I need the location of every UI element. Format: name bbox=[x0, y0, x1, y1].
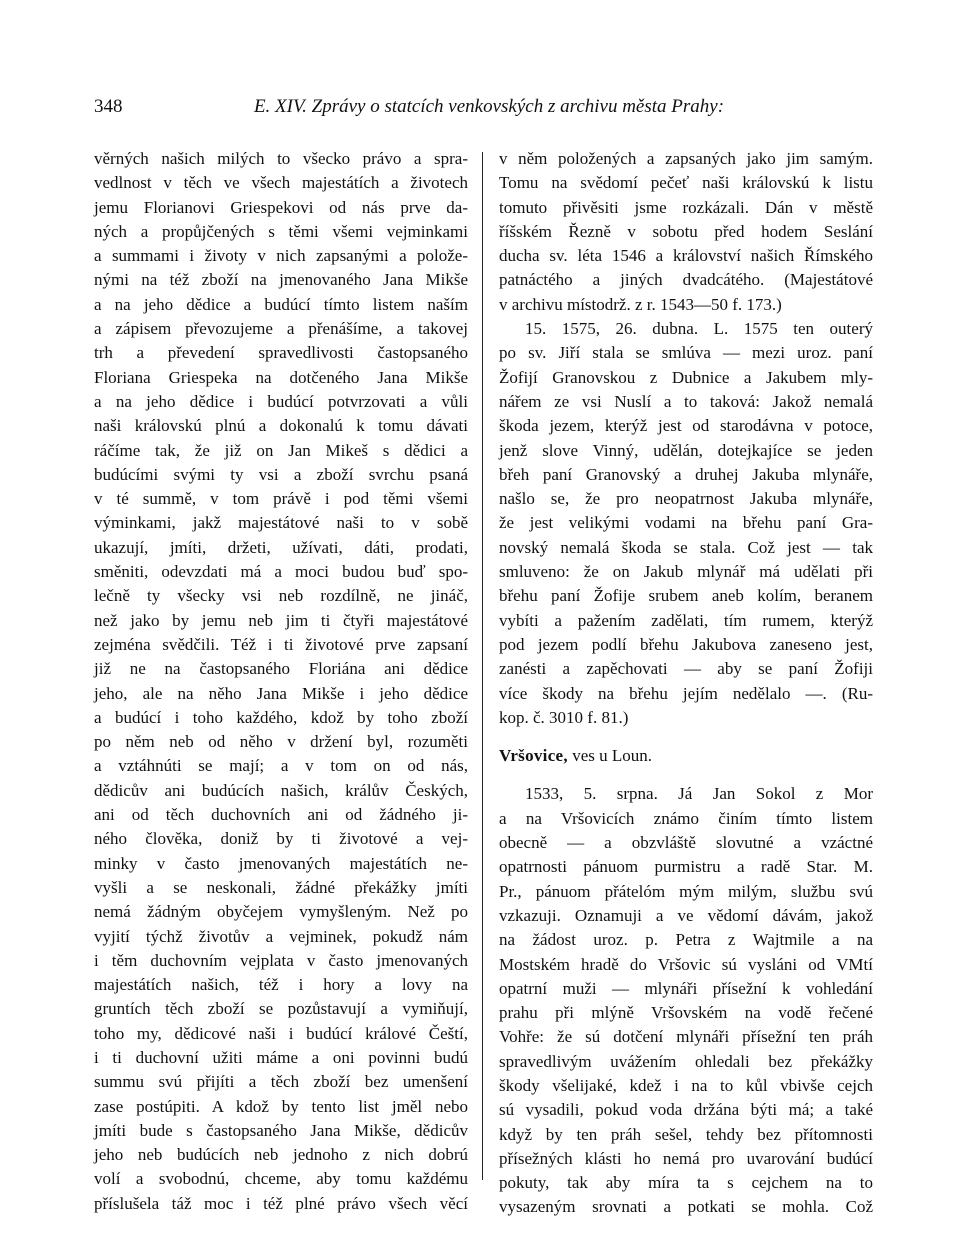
text-line: nými na též zboží na jmenovaného Jana Mikše bbox=[94, 270, 468, 290]
text-line: jmíti bude s častopsaného Jana Mikše, dědicův bbox=[94, 1120, 468, 1140]
text-line: naši královskú plnú a dokonalú k tomu dávati bbox=[94, 416, 468, 436]
text-line: toho my, dědicové naši i budúcí králové Čeští, bbox=[94, 1023, 468, 1043]
text-line: jemu Florianovi Griespekovi od nás prve da- bbox=[94, 197, 468, 217]
text-line: budúcími svými ty vsi a zboží svrchu psaná bbox=[94, 464, 468, 484]
text-line: trh a převedení spravedlivosti častopsaného bbox=[94, 343, 468, 363]
text-line: vzkazuji. Oznamuji a ve vědomí dávám, jakož bbox=[499, 905, 873, 925]
text-line: Mostském hradě do Vršovic sú vysláni od VMtí bbox=[499, 954, 873, 974]
text-line: opatrnosti pánuom purmistru a radě Star. M. bbox=[499, 857, 873, 877]
text-line: sú vysadili, pokud voda držána býti má; a také bbox=[499, 1100, 873, 1120]
text-line: ných a propůjčených s těmi všemi vejminkami bbox=[94, 221, 468, 241]
text-line: gruntích těch zboží se pozůstavují a vymiňují, bbox=[94, 999, 468, 1019]
text-line: směniti, odevzdati má a moci budou buď spo- bbox=[94, 562, 468, 582]
text-line: v něm položených a zapsaných jako jim samým. bbox=[499, 149, 873, 168]
text-line: než jako by jemu neb jim ti čtyři majestátové bbox=[94, 610, 468, 630]
text-line: škody všelijaké, kdež i na to kůl vbivše cejch bbox=[499, 1075, 873, 1095]
text-line: zejména svědčili. Též i ti životové prve zapsaní bbox=[94, 634, 468, 654]
text-line: zanésti a zapěchovati — aby se paní Žofiji bbox=[499, 659, 873, 679]
text-line: po sv. Jiří stala se smlúva — mezi uroz. paní bbox=[499, 343, 873, 363]
text-line: škoda jezem, kterýž jest od starodávna v potoce, bbox=[499, 416, 873, 436]
text-line: když by ten práh sešel, tehdy bez přítomnosti bbox=[499, 1124, 873, 1144]
text-line: Tomu na svědomí pečeť naši královskú k listu bbox=[499, 173, 873, 193]
paragraph-vrsovice-1533 bbox=[499, 782, 873, 1219]
text-line: na žádost uroz. p. Petra z Wajtmile a na bbox=[499, 930, 873, 950]
text-line: vybíti a pažením zadělati, tím rumem, kterýž bbox=[499, 610, 873, 630]
text-line: po něm neb od něho v držení byl, rozuměti bbox=[94, 732, 468, 752]
text-line: Pr., pánuom přátelóm mým milým, službu svú bbox=[499, 881, 873, 901]
text-line: minky v často jmenovaných majestátích ne- bbox=[94, 853, 468, 873]
text-line: 15. 1575, 26. dubna. L. 1575 ten outerý bbox=[525, 319, 873, 339]
text-line: lečně ty všecky vsi neb rozdílně, ne jináč, bbox=[94, 586, 468, 606]
text-line: břeh paní Granovský a druhej Jakuba mlynáře, bbox=[499, 464, 873, 484]
text-line: ani od těch duchovních ani od žádného ji- bbox=[94, 805, 468, 825]
text-line: zase postúpiti. A kdož by tento list jměl nebo bbox=[94, 1096, 468, 1116]
text-line: a na jeho dědice i budúcí potvrzovati a vůli bbox=[94, 391, 468, 411]
text-line: vysazeným srovnati a potkati se mohla. Což bbox=[499, 1197, 873, 1217]
text-line: obecně — a obzvláště slovutné a vzáctné bbox=[499, 833, 873, 853]
entry-heading bbox=[499, 744, 873, 768]
spacer bbox=[499, 768, 873, 782]
text-line: tomuto přivěsiti jsme rozkázali. Dán v městě bbox=[499, 197, 873, 217]
text-line: ného člověka, doniž by ti životové a vej- bbox=[94, 829, 468, 849]
text-line: vyjití týchž životův a vejminek, pokudž nám bbox=[94, 926, 468, 946]
right-column bbox=[499, 147, 873, 1220]
text-line: pokuty, tak aby míra ta s cejchem na to bbox=[499, 1173, 873, 1193]
text-line: kop. č. 3010 f. 81.) bbox=[499, 707, 629, 727]
text-line: již ne na častopsaného Floriána ani dědice bbox=[94, 659, 468, 679]
text-line: i těm duchovním vejplata v často jmenovaných bbox=[94, 950, 468, 970]
text-line: Floriana Griespeka na dotčeného Jana Mikše bbox=[94, 367, 468, 387]
text-line: dědicův ani budúcích našich, králův Českých, bbox=[94, 780, 468, 800]
page-number: 348 bbox=[94, 96, 123, 117]
running-head bbox=[94, 92, 884, 122]
text-line: spravedlivým uvážením ohledali bez překážky bbox=[499, 1051, 873, 1071]
text-line: a zápisem převozujeme a přenášíme, a takovej bbox=[94, 319, 468, 339]
text-line: jenž slove Vinný, udělán, dotejkajíce se jeden bbox=[499, 440, 873, 460]
text-line: patnáctého a jiných dvadcátého. (Majestátové bbox=[499, 270, 873, 290]
text-line: nářem ze vsi Nuslí a to taková: Jakož nemalá bbox=[499, 391, 873, 411]
text-line: novský nemalá škoda se stala. Což jest — tak bbox=[499, 537, 873, 557]
text-line: ráčíme tak, že již on Jan Mikeš s dědici a bbox=[94, 440, 468, 460]
text-line: přísežných klásti ho nemá pro uvarování budúcí bbox=[499, 1148, 873, 1168]
text-line: Vohře: že sú dotčení mlynáři přísežní ten práh bbox=[499, 1027, 873, 1047]
text-line: našlo se, že pro neopatrnost Jakuba mlynáře, bbox=[499, 489, 873, 509]
text-line: nemá žádným obyčejem vymyšleným. Než po bbox=[94, 902, 468, 922]
entry-heading-name: Vršovice, bbox=[499, 746, 568, 766]
entry-heading-rest: ves u Loun. bbox=[567, 746, 652, 766]
paragraph-smlouva-1575 bbox=[499, 317, 873, 730]
text-line: v archivu místodrž. z r. 1543—50 f. 173.) bbox=[499, 294, 782, 314]
text-line: smluveno: že on Jakub mlynář má udělati při bbox=[499, 562, 873, 582]
text-line: pod jezem podlí břehu Jakubova zaneseno jest, bbox=[499, 634, 873, 654]
running-head-title: E. XIV. Zprávy o statcích venkovských z archivu města Prahy: bbox=[253, 96, 725, 117]
text-line: výminkami, jakž majestátové naši to v sobě bbox=[94, 513, 468, 533]
text-line: věrných našich milých to všecko právo a spra- bbox=[94, 149, 468, 168]
text-line: říšském Řezně v sobotu před hodem Seslání bbox=[499, 221, 873, 241]
text-line: opatrní muži — mlynáři přísežní k vohledání bbox=[499, 978, 873, 998]
text-line: jeho neb budúcích neb jednoho z nich dobrú bbox=[94, 1145, 468, 1165]
text-line: a summami i životy v nich zapsanými a polože- bbox=[94, 246, 468, 266]
text-line: a na Vršovicích známo činím tímto listem bbox=[499, 808, 873, 828]
text-line: Žofijí Granovskou z Dubnice a Jakubem mly- bbox=[499, 367, 873, 387]
spacer bbox=[499, 730, 873, 744]
text-line: více škody na břehu jejím nedělalo —. (Ru- bbox=[499, 683, 873, 703]
text-line: a budúcí i toho každého, kdož by toho zboží bbox=[94, 707, 468, 727]
text-line: v té summě, v tom právě i pod těmi všemi bbox=[94, 489, 468, 509]
text-line: břehu paní Žofije srubem aneb kolím, beranem bbox=[499, 586, 873, 606]
text-line: jeho, ale na něho Jana Mikše i jeho dědice bbox=[94, 683, 468, 703]
text-line: volí a svobodnú, chceme, aby tomu každému bbox=[94, 1169, 468, 1189]
text-line: 1533, 5. srpna. Já Jan Sokol z Mor bbox=[525, 784, 873, 804]
text-line: vyšli a se neskonali, žádné překážky jmíti bbox=[94, 877, 468, 897]
text-line: že jest velikými vodami na břehu paní Gra- bbox=[499, 513, 873, 533]
text-line: i ti duchovní užiti máme a oni povinni budú bbox=[94, 1047, 468, 1067]
text-line: a na jeho dědice a budúcí tímto listem naším bbox=[94, 294, 468, 314]
text-line: summu svú přijíti a těch zboží bez umenšení bbox=[94, 1072, 468, 1092]
paragraph-majestat-end bbox=[499, 147, 873, 317]
text-line: a vztáhnúti se mají; a v tom on od nás, bbox=[94, 756, 468, 776]
text-line: ducha sv. léta 1546 a království našich Římského bbox=[499, 246, 873, 266]
left-column bbox=[94, 147, 468, 1216]
text-line: majestátích našich, též i hory a lovy na bbox=[94, 975, 468, 995]
column-divider bbox=[482, 152, 483, 1180]
text-line: vedlnost v těch ve všech majestátích a životech bbox=[94, 173, 468, 193]
text-line: ukazují, jmíti, držeti, užívati, dáti, prodati, bbox=[94, 537, 468, 557]
text-line: prahu při mlýně Vršovském na vodě řečené bbox=[499, 1003, 873, 1023]
text-line: příslušela táž moc i též plné právo všech věcí bbox=[94, 1193, 468, 1213]
